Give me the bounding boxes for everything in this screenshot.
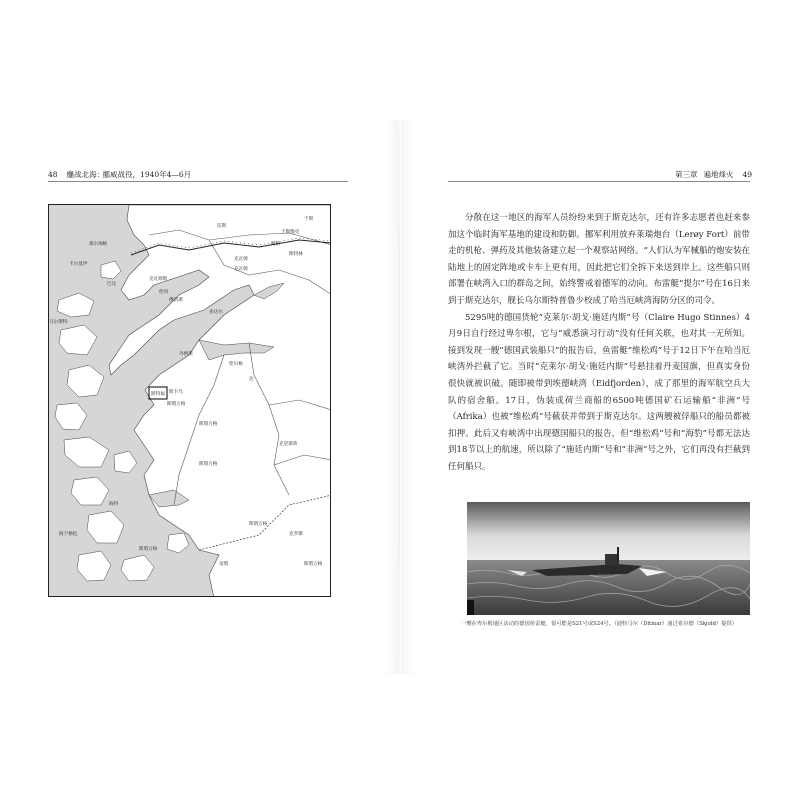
map-label: 于斯维克: [281, 230, 300, 235]
map-label: 斯特林: [289, 252, 303, 257]
map-label: 克里斯蒂: [279, 442, 298, 447]
paragraph-1: 分散在这一地区的海军人员纷纷来到于斯克达尔，还有许多志愿者也赶来参加这个临时海军基地的建设和防御。挪军利用放弃莱瑞炮台（Lerøy Fort）前带走的机枪、弹药及其他装备建立起一个观察站网络。“人们认为军械船的炮安装在陆地上的固定阵地或卡车上更有用，因此把它们全拆下来送到岸上。这些船只则部署在峡湾入口的群岛之间，始终警戒着德军的动向。布雷艇“提尔”号在16日来到于斯克达尔，舰长乌尔斯特普鲁少校成了哈当厄峡湾海防分区的司令。: [448, 213, 750, 306]
paragraph-2: 5295吨的德国货轮“克莱尔·胡戈·施廷内斯”号（Claire Hugo Stinnes）4月9日自行经过卑尔根，它与“威悉演习行动”没有任何关联，也对其一无所知。接到发现一艘“德国武装船只”的报告后，鱼雷艇“维松鸡”号于12日下午在哈当厄峡湾外拦截了它。当时“克莱尔·胡戈·施廷内斯”号悬挂着丹麦国旗，但真实身份很快就被识破。随即被带到埃德峡湾（Eidfjorden），成了那里的海军航空兵大队的宿舍船。17日，伪装成荷兰商船的6500吨德国矿石运输船“非洲”号（Afrika）也被“维松鸡”号截获并带到于斯克达尔。这两艘被俘船只的船员都被扣押。此后又有峡湾中出现德国船只的报告，但“维松鸡”号和“海豹”号都无法达到18节以上的航速，所以除了“施廷内斯”号和“非洲”号之外，它们再没有拦截到任何船只。: [448, 312, 750, 472]
body-text: [448, 210, 750, 476]
map-label: 斯卡乌: [169, 390, 183, 395]
right-running-head: [452, 170, 752, 179]
map-label: 伦河: [159, 290, 169, 295]
map-label: 斯塔万格: [199, 462, 218, 467]
map-label: 克瓦姆斯: [149, 277, 168, 282]
map-label: 斯特福: [151, 392, 165, 397]
left-running-title-b: 挪威战役，1940年4—6月: [102, 170, 192, 179]
photo-svg: [467, 502, 750, 615]
left-running-head: 48 鏖战北海：挪威战役，1940年4—6月: [48, 170, 192, 179]
chapter-title: 遍地烽火: [703, 170, 734, 179]
map-label: 丹纳斯: [179, 352, 193, 357]
map-label: 克罗斯: [289, 532, 303, 537]
map-label: 海特: [109, 502, 119, 507]
left-running-title-a: 鏖战北海: [66, 170, 97, 179]
left-page-number: 48: [48, 170, 58, 179]
right-gutter-shadow: [401, 120, 416, 675]
map-label: 伦贝格: [229, 362, 243, 367]
map-label: 斯塔万格: [199, 422, 218, 427]
map-label: 巴达: [107, 282, 117, 287]
map-label: 沃斯: [217, 224, 227, 229]
map-label: 多达尔: [209, 310, 223, 315]
map-label: 克瓦姆: [234, 257, 248, 262]
gutter: [399, 120, 400, 675]
map-label: 佛洛斯: [169, 298, 183, 303]
map-label: 克瓦姆: [234, 267, 248, 272]
map-label: 卡尔莫伊: [69, 262, 88, 267]
map-figure: [48, 204, 331, 597]
map-label: 斯塔万格: [139, 547, 158, 552]
map-label: 于斯: [304, 217, 314, 222]
map-label: 斯塔万格: [304, 562, 323, 567]
torpedo-boat-photo: [467, 502, 750, 615]
left-head-rule: [48, 181, 348, 182]
sky: [467, 502, 750, 562]
map-label: 斯塔万格: [167, 402, 186, 407]
right-head-rule: [448, 181, 750, 182]
photo-caption: 一艘在卑尔根地区活动的德国鱼雷艇，很可能是S21号或S24号。（迪特马尔（Ditmar）通过希尔德（Skjold）提供）: [460, 621, 738, 627]
map-label: 阿纳: [271, 242, 281, 247]
left-gutter-shadow: [384, 120, 399, 675]
map-label: 那尔海峡: [89, 242, 108, 247]
map-label: 斯塔万格: [249, 522, 268, 527]
chapter-label: 第三章: [674, 170, 698, 179]
map-label: 海于格松: [59, 532, 78, 537]
map-label: 达: [249, 377, 254, 382]
map-label: 马尔斯特: [49, 320, 68, 325]
map-label: 哥塔: [219, 562, 229, 567]
map-svg: [49, 205, 331, 597]
right-page-number: 49: [742, 170, 752, 179]
photo-edge-shadow: [467, 600, 474, 615]
